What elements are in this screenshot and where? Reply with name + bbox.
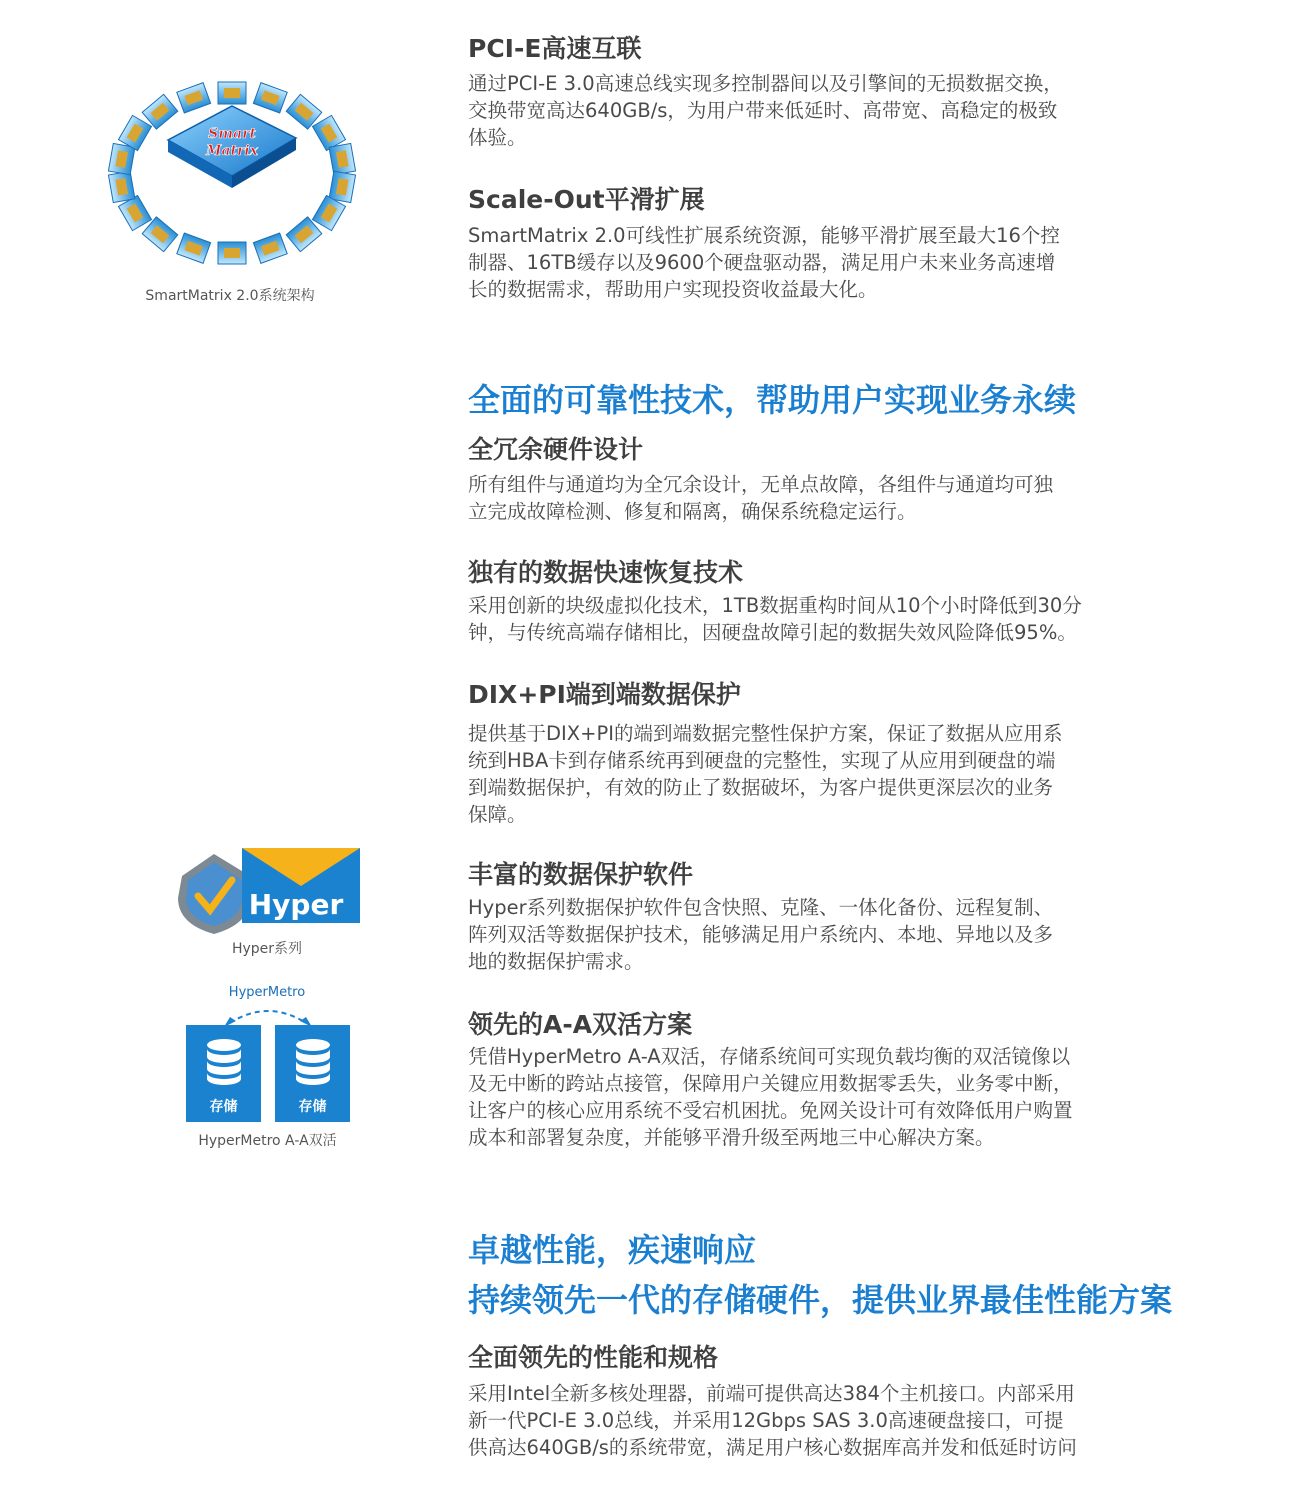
pcie-title: PCI-E高速互联 [468, 34, 642, 63]
smartmatrix-logo-line2: Matrix [205, 143, 259, 159]
hypermetro-label: HyperMetro [228, 985, 306, 1000]
pcie-body [468, 70, 1188, 151]
scaleout-body [468, 222, 1188, 303]
hypermetro-caption: HyperMetro A-A双活 [198, 1133, 337, 1149]
hypermetro-figure [180, 985, 360, 1125]
redundant-body [468, 471, 1188, 525]
pcie-line: 体验。 [468, 126, 527, 149]
performance-subheading: 持续领先一代的存储硬件，提供业界最佳性能方案 [468, 1281, 1173, 1319]
aa-body [468, 1043, 1188, 1151]
dixpi-line: 到端数据保护，有效的防止了数据破坏，为客户提供更深层次的业务 [468, 776, 1054, 799]
specs-body [468, 1380, 1188, 1461]
pcie-line: 交换带宽高达640GB/s，为用户带来低延时、高带宽、高稳定的极致 [468, 99, 1058, 122]
software-title: 丰富的数据保护软件 [468, 860, 694, 889]
storage-left-label: 存储 [209, 1099, 238, 1115]
scaleout-line: SmartMatrix 2.0可线性扩展系统资源，能够平滑扩展至最大16个控 [468, 224, 1060, 247]
controller-card [177, 83, 211, 113]
smartmatrix-diagram [100, 78, 365, 268]
controller-card [177, 233, 211, 263]
software-line: Hyper系列数据保护软件包含快照、克隆、一体化备份、远程复制、 [468, 896, 1054, 919]
dixpi-line: 提供基于DIX+PI的端到端数据完整性保护方案，保证了数据从应用系 [468, 722, 1063, 745]
software-line: 地的数据保护需求。 [468, 950, 644, 973]
dixpi-title: DIX+PI端到端数据保护 [468, 680, 741, 709]
dixpi-line: 保障。 [468, 803, 527, 826]
controller-card [329, 143, 356, 174]
aa-title: 领先的A-A双活方案 [468, 1010, 693, 1039]
redundant-title: 全冗余硬件设计 [468, 435, 644, 464]
sync-arrow-icon [230, 1011, 306, 1023]
smartmatrix-logo-line1: Smart [208, 126, 256, 142]
specs-line: 采用Intel全新多核处理器，前端可提供高达384个主机接口。内部采用 [468, 1382, 1075, 1405]
recovery-body [468, 592, 1188, 646]
controller-card [218, 242, 246, 264]
storage-node-left [186, 1025, 261, 1122]
smartmatrix-figure [100, 78, 365, 268]
recovery-line: 采用创新的块级虚拟化技术，1TB数据重构时间从10个小时降低到30分 [468, 594, 1082, 617]
controller-card [253, 83, 287, 113]
dixpi-body [468, 720, 1188, 828]
controller-card [253, 233, 287, 263]
hyper-logo [172, 846, 362, 934]
software-body [468, 894, 1188, 975]
aa-line: 凭借HyperMetro A-A双活，存储系统间可实现负载均衡的双活镜像以 [468, 1045, 1071, 1068]
specs-line: 新一代PCI-E 3.0总线，并采用12Gbps SAS 3.0高速硬盘接口，可提 [468, 1409, 1064, 1432]
pcie-line: 通过PCI-E 3.0高速总线实现多控制器间以及引擎间的无损数据交换， [468, 72, 1063, 95]
recovery-title: 独有的数据快速恢复技术 [468, 558, 744, 587]
dixpi-line: 统到HBA卡到存储系统再到硬盘的完整性，实现了从应用到硬盘的端 [468, 749, 1056, 772]
specs-line: 供高达640GB/s的系统带宽，满足用户核心数据库高并发和低延时访问 [468, 1436, 1077, 1459]
smartmatrix-core [168, 106, 296, 188]
controller-card [108, 143, 135, 174]
storage-node-right [275, 1025, 350, 1122]
redundant-line: 所有组件与通道均为全冗余设计，无单点故障，各组件与通道均可独 [468, 473, 1054, 496]
smartmatrix-caption: SmartMatrix 2.0系统架构 [145, 288, 315, 304]
controller-card [108, 171, 135, 202]
recovery-line: 钟，与传统高端存储相比，因硬盘故障引起的数据失效风险降低95%。 [468, 621, 1077, 644]
scaleout-line: 长的数据需求，帮助用户实现投资收益最大化。 [468, 278, 878, 301]
reliability-heading: 全面的可靠性技术，帮助用户实现业务永续 [468, 381, 1077, 419]
hyper-logo-text: Hyper [248, 888, 344, 921]
aa-line: 及无中断的跨站点接管，保障用户关键应用数据零丢失，业务零中断， [468, 1072, 1073, 1095]
database-icon [293, 1037, 333, 1085]
aa-line: 让客户的核心应用系统不受宕机困扰。免网关设计可有效降低用户购置 [468, 1099, 1073, 1122]
specs-title: 全面领先的性能和规格 [468, 1343, 719, 1372]
software-line: 阵列双活等数据保护技术，能够满足用户系统内、本地、异地以及多 [468, 923, 1054, 946]
controller-card [218, 82, 246, 104]
database-icon [204, 1037, 244, 1085]
performance-heading: 卓越性能，疾速响应 [468, 1231, 757, 1269]
scaleout-title: Scale-Out平滑扩展 [468, 185, 705, 214]
scaleout-line: 制器、16TB缓存以及9600个硬盘驱动器，满足用户未来业务高速增 [468, 251, 1056, 274]
controller-card [329, 171, 356, 202]
redundant-line: 立完成故障检测、修复和隔离，确保系统稳定运行。 [468, 500, 917, 523]
storage-right-label: 存储 [298, 1099, 327, 1115]
aa-line: 成本和部署复杂度，并能够平滑升级至两地三中心解决方案。 [468, 1126, 995, 1149]
hyper-caption: Hyper系列 [231, 941, 303, 957]
